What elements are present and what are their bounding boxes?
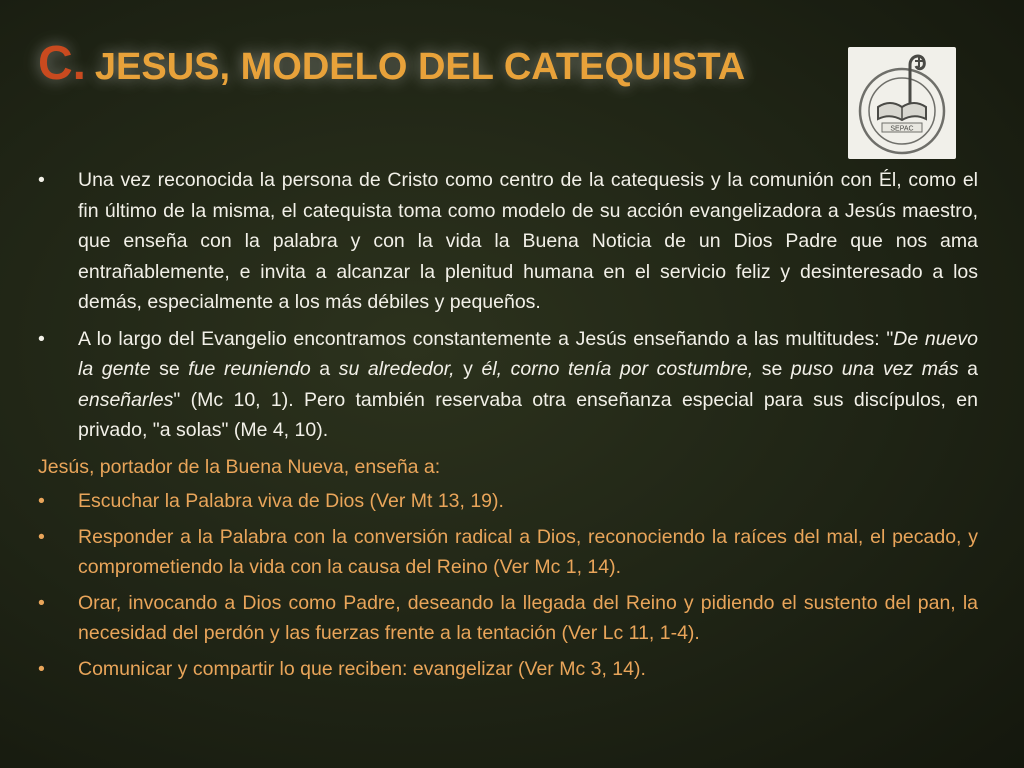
bullet-quote-part: puso una vez más (790, 358, 959, 380)
bullet-text-part: a (958, 358, 978, 380)
bullet-text-part: y (454, 358, 482, 380)
slide-title (38, 36, 745, 91)
bullet-quote-part: su alrededor, (338, 358, 455, 380)
sepac-logo-icon (848, 47, 956, 159)
bullet-item-evangelio (38, 324, 978, 446)
bullet-quote-part: fue reuniendo (188, 358, 311, 380)
bullet-text-part: a (310, 358, 339, 380)
slide-content (38, 165, 978, 684)
bullet-quote-part: De nuevo la gente (78, 327, 978, 380)
title-letter: C. (38, 37, 86, 90)
bullet-item-escuchar: • Escuchar la Palabra viva de Dios (Ver Mt 13, 19). (38, 486, 978, 517)
bullet-text: Una vez reconocida la persona de Cristo como centro de la catequesis y la comunión con Él, como el fin último de la misma, el catequista toma como modelo de su acción evangelizadora a Jesús maestro, que enseña con la palabra y con la vida la Buena Noticia de un Dios Padre que nos ama entrañablemente, e invita a alcanzar la plenitud humana en el servicio feliz y desinteresado a los demás, especialmente a los más débiles y pequeños. (78, 169, 978, 313)
bullet-item-responder: • Responder a la Palabra con la conversión radical a Dios, reconociendo la raíces del mal, el pecado, y comprometiendo la vida con la causa del Reino (Ver Mc 1, 14). (38, 522, 978, 583)
title-text: JESUS, MODELO DEL CATEQUISTA (94, 46, 746, 88)
bullet-text-part: se (150, 358, 189, 380)
bullet-quote-part: él, corno tenía por costumbre, (481, 358, 754, 380)
sepac-logo-graphic (848, 47, 956, 159)
bullet-item-comunicar: • Comunicar y compartir lo que reciben: evangelizar (Ver Mc 3, 14). (38, 654, 978, 685)
logo-label: SEPAC (890, 125, 914, 133)
teaching-bullet-list (38, 486, 978, 684)
bullet-text-part: A lo largo del Evangelio encontramos constantemente a Jesús enseñando a las multitudes: " (78, 327, 894, 350)
bullet-item-catequista (38, 165, 978, 318)
bullet-text-part: se (753, 358, 791, 380)
bullet-quote-part: enseñarles (78, 388, 174, 411)
main-bullet-list (38, 165, 978, 446)
bullet-text-part: " (Mc 10, 1). Pero también reservaba otra enseñanza especial para sus discípulos, en privado, "a solas" (Me 4, 10). (78, 388, 978, 441)
list-intro: Jesús, portador de la Buena Nueva, enseña a: (38, 455, 441, 478)
bullet-item-orar: • Orar, invocando a Dios como Padre, deseando la llegada del Reino y pidiendo el sustento del pan, la necesidad del perdón y las fuerzas frente a la tentación (Ver Lc 11, 1-4). (38, 588, 978, 649)
